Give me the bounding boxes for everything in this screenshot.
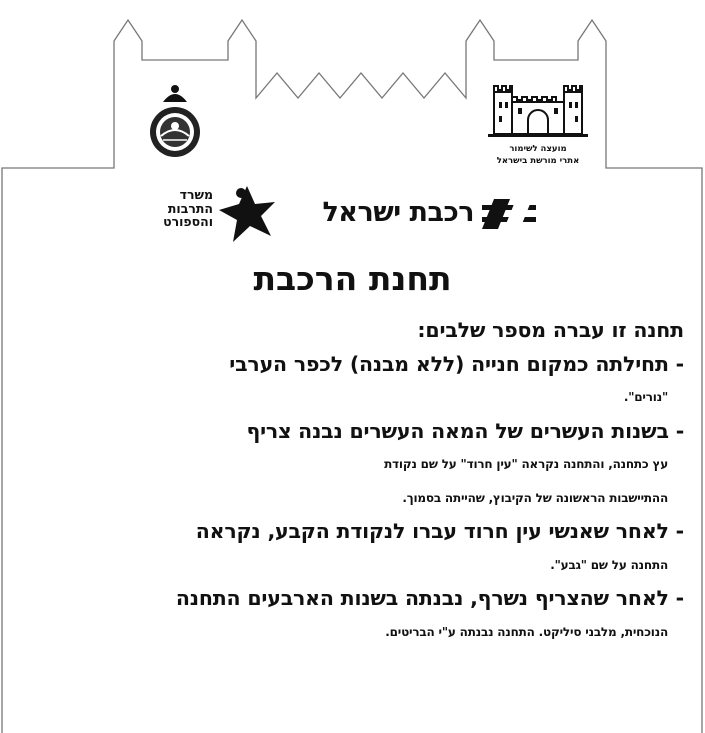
fortress-gate-icon — [484, 78, 592, 140]
ministry-line3: והספורט — [163, 214, 213, 229]
sign-line: "נורים". — [623, 390, 668, 404]
ministry-line2: התרבות — [167, 200, 213, 216]
israel-railways-name: רכבת ישראל — [322, 197, 474, 228]
sign-line: ההתיישבות הראשונה של הקיבוץ, שהייתה בסמוך. — [402, 490, 668, 505]
heritage-council-logo — [484, 78, 592, 174]
ministry-line1: משרד — [179, 187, 213, 202]
israel-railways-logo — [300, 195, 540, 233]
sign-line: התחנה על שם "גבע". — [550, 557, 668, 572]
ministry-culture-sport-logo — [148, 184, 283, 244]
sign-line: - לאחר שאנשי עין חרוד עברו לנקודת הקבע, נקראה — [195, 519, 684, 543]
sign-line: עץ כתחנה, והתחנה נקראה "עין חרוד" על שם נקודת — [384, 457, 668, 471]
sign-line: - לאחר שהצריף נשרף, נבנתה בשנות הארבעים התחנה — [175, 586, 684, 610]
sign-line: הנוכחית, מלבני סיליקט. התחנה נבנתה ע"י הבריטים. — [385, 624, 668, 639]
sign-line: - בשנות העשרים של המאה העשרים נבנה צריף — [246, 418, 684, 443]
sign-line: - תחילתה כמקום חנייה (ללא מבנה) לכפר הערבי — [229, 351, 684, 376]
circular-seal-icon — [147, 80, 203, 166]
sign-body — [22, 314, 684, 649]
railway-symbol-icon — [480, 199, 540, 229]
sign-title: תחנת הרכבת — [253, 259, 452, 298]
sign-line: תחנה זו עברה מספר שלבים: — [417, 318, 684, 342]
star-figure-icon — [217, 184, 279, 244]
council-caption-line1: מועצה לשימור — [509, 144, 567, 154]
council-caption-line2: אתרי מורשת בישראל — [496, 156, 580, 166]
circular-emblem-logo — [147, 80, 203, 166]
